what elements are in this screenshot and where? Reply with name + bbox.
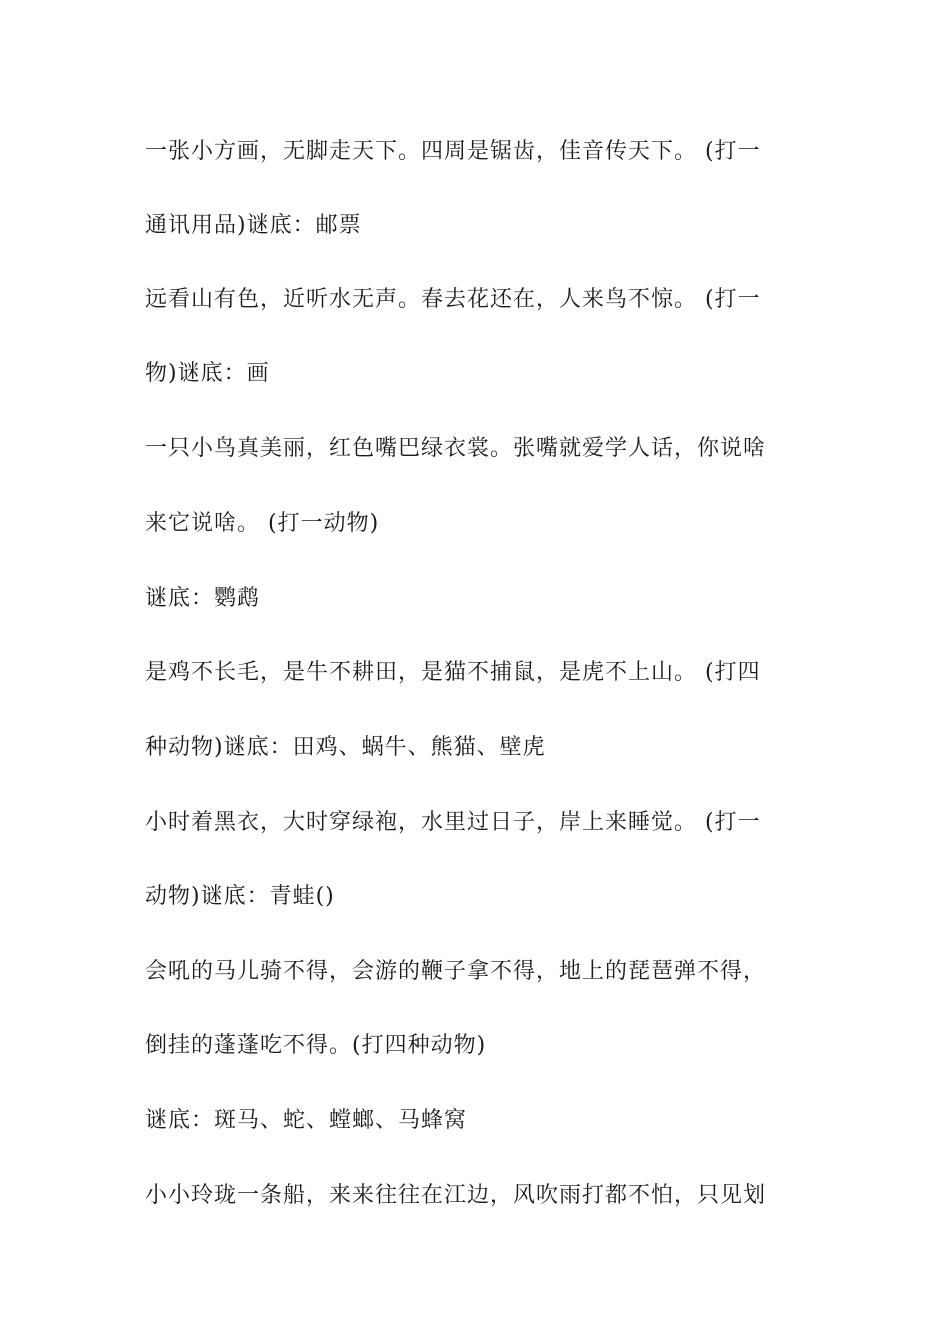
riddle-parrot-question-end: 来它说啥。 (打一动物): [145, 511, 380, 536]
riddle-zebra-answer: 谜底：斑马、蛇、螳螂、马蜂窝: [145, 1108, 468, 1133]
riddle-four-animals-answer: 种动物)谜底：田鸡、蜗牛、熊猫、壁虎: [145, 735, 546, 760]
riddle-parrot-answer: 谜底：鹦鹉: [145, 586, 261, 611]
riddle-zebra-question: 会吼的马儿骑不得，会游的鞭子拿不得，地上的琵琶弹不得，: [145, 959, 767, 984]
riddle-frog-question: 小时着黑衣，大时穿绿袍，水里过日子，岸上来睡觉。 (打一: [145, 810, 761, 835]
riddle-zebra-question-end: 倒挂的蓬蓬吃不得。(打四种动物): [145, 1033, 487, 1058]
riddle-four-animals-question: 是鸡不长毛，是牛不耕田，是猫不捕鼠，是虎不上山。 (打四: [145, 660, 761, 685]
riddle-stamp-question: 一张小方画，无脚走天下。四周是锯齿，佳音传天下。 (打一: [145, 139, 761, 164]
riddle-painting-answer: 物)谜底：画: [145, 361, 270, 386]
riddle-frog-answer: 动物)谜底：青蛙(): [145, 884, 335, 909]
riddle-parrot-question: 一只小鸟真美丽，红色嘴巴绿衣裳。张嘴就爱学人话，你说啥: [145, 436, 767, 461]
riddle-stamp-answer: 通讯用品)谜底：邮票: [145, 213, 362, 238]
riddle-painting-question: 远看山有色，近听水无声。春去花还在，人来鸟不惊。 (打一: [145, 287, 761, 312]
riddle-boat-question: 小小玲珑一条船，来来往往在江边，风吹雨打都不怕，只见划: [145, 1183, 767, 1208]
